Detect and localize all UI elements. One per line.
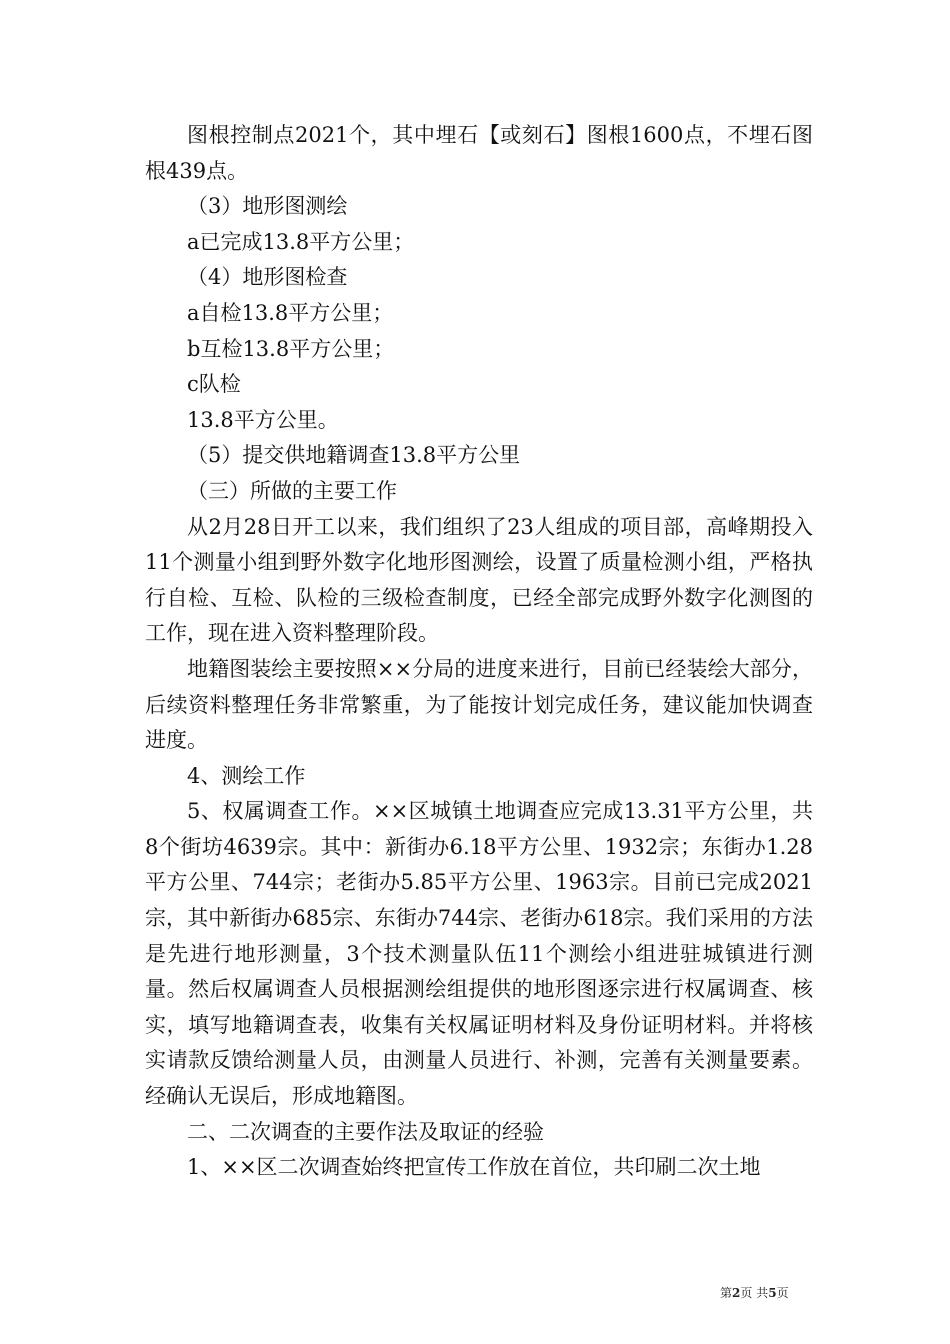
paragraph: （4）地形图检查 bbox=[187, 265, 348, 290]
paragraph: （5）提交供地籍调查13.8平方公里 bbox=[187, 443, 521, 468]
footer-middle: 页 共 bbox=[740, 1286, 769, 1300]
paragraph: a已完成13.8平方公里； bbox=[187, 229, 415, 254]
paragraph: c队检 bbox=[187, 372, 241, 397]
paragraph: 5、权属调查工作。××区城镇土地调查应完成13.31平方公里，共8个街坊4639宗。其中：新街办6.18平方公里、1932宗；东街办1.28平方公里、744宗；老街办5.85平方公里、1963宗。目前已完成2021宗，其中新街办685宗、东街办744宗、老街办618宗。我们采用的方法是先进行地形测量，3个技术测量队伍11个测绘小组进驻城镇进行测量。然后权属调查人员根据测绘组提供的地形图逐宗进行权属调查、核实，填写地籍调查表，收集有关权属证明材料及身份证明材料。并将核实请款反馈给测量人员，由测量人员进行、补测，完善有关测量要素。经确认无误后，形成地籍图。 bbox=[145, 799, 813, 1109]
paragraph: 从2月28日开工以来，我们组织了23人组成的项目部，高峰期投入11个测量小组到野外数字化地形图测绘，设置了质量检测小组，严格执行自检、互检、队检的三级检查制度，已经全部完成野外数字化测图的工作，现在进入资料整理阶段。 bbox=[145, 514, 813, 646]
footer-suffix: 页 bbox=[776, 1286, 789, 1300]
paragraph: a自检13.8平方公里； bbox=[187, 300, 394, 325]
total-page-number: 5 bbox=[768, 1286, 777, 1300]
page-number-footer bbox=[720, 1284, 789, 1301]
section-heading: 二、二次调查的主要作法及取证的经验 bbox=[187, 1119, 544, 1144]
paragraph: （3）地形图测绘 bbox=[187, 194, 348, 219]
paragraph: 地籍图装绘主要按照××分局的进度来进行，目前已经装绘大部分，后续资料整理任务非常繁重，为了能按计划完成任务，建议能加快调查进度。 bbox=[145, 656, 813, 753]
paragraph: 图根控制点2021个，其中埋石【或刻石】图根1600点，不埋石图根439点。 bbox=[145, 123, 813, 183]
paragraph: 13.8平方公里。 bbox=[187, 407, 339, 432]
paragraph: b互检13.8平方公里； bbox=[187, 336, 395, 361]
footer-prefix: 第 bbox=[720, 1286, 733, 1300]
section-heading: （三）所做的主要工作 bbox=[187, 478, 397, 503]
current-page-number: 2 bbox=[732, 1286, 741, 1300]
paragraph: 1、××区二次调查始终把宣传工作放在首位，共印刷二次土地 bbox=[187, 1155, 761, 1180]
document-body bbox=[145, 118, 813, 1186]
paragraph: 4、测绘工作 bbox=[187, 763, 306, 788]
